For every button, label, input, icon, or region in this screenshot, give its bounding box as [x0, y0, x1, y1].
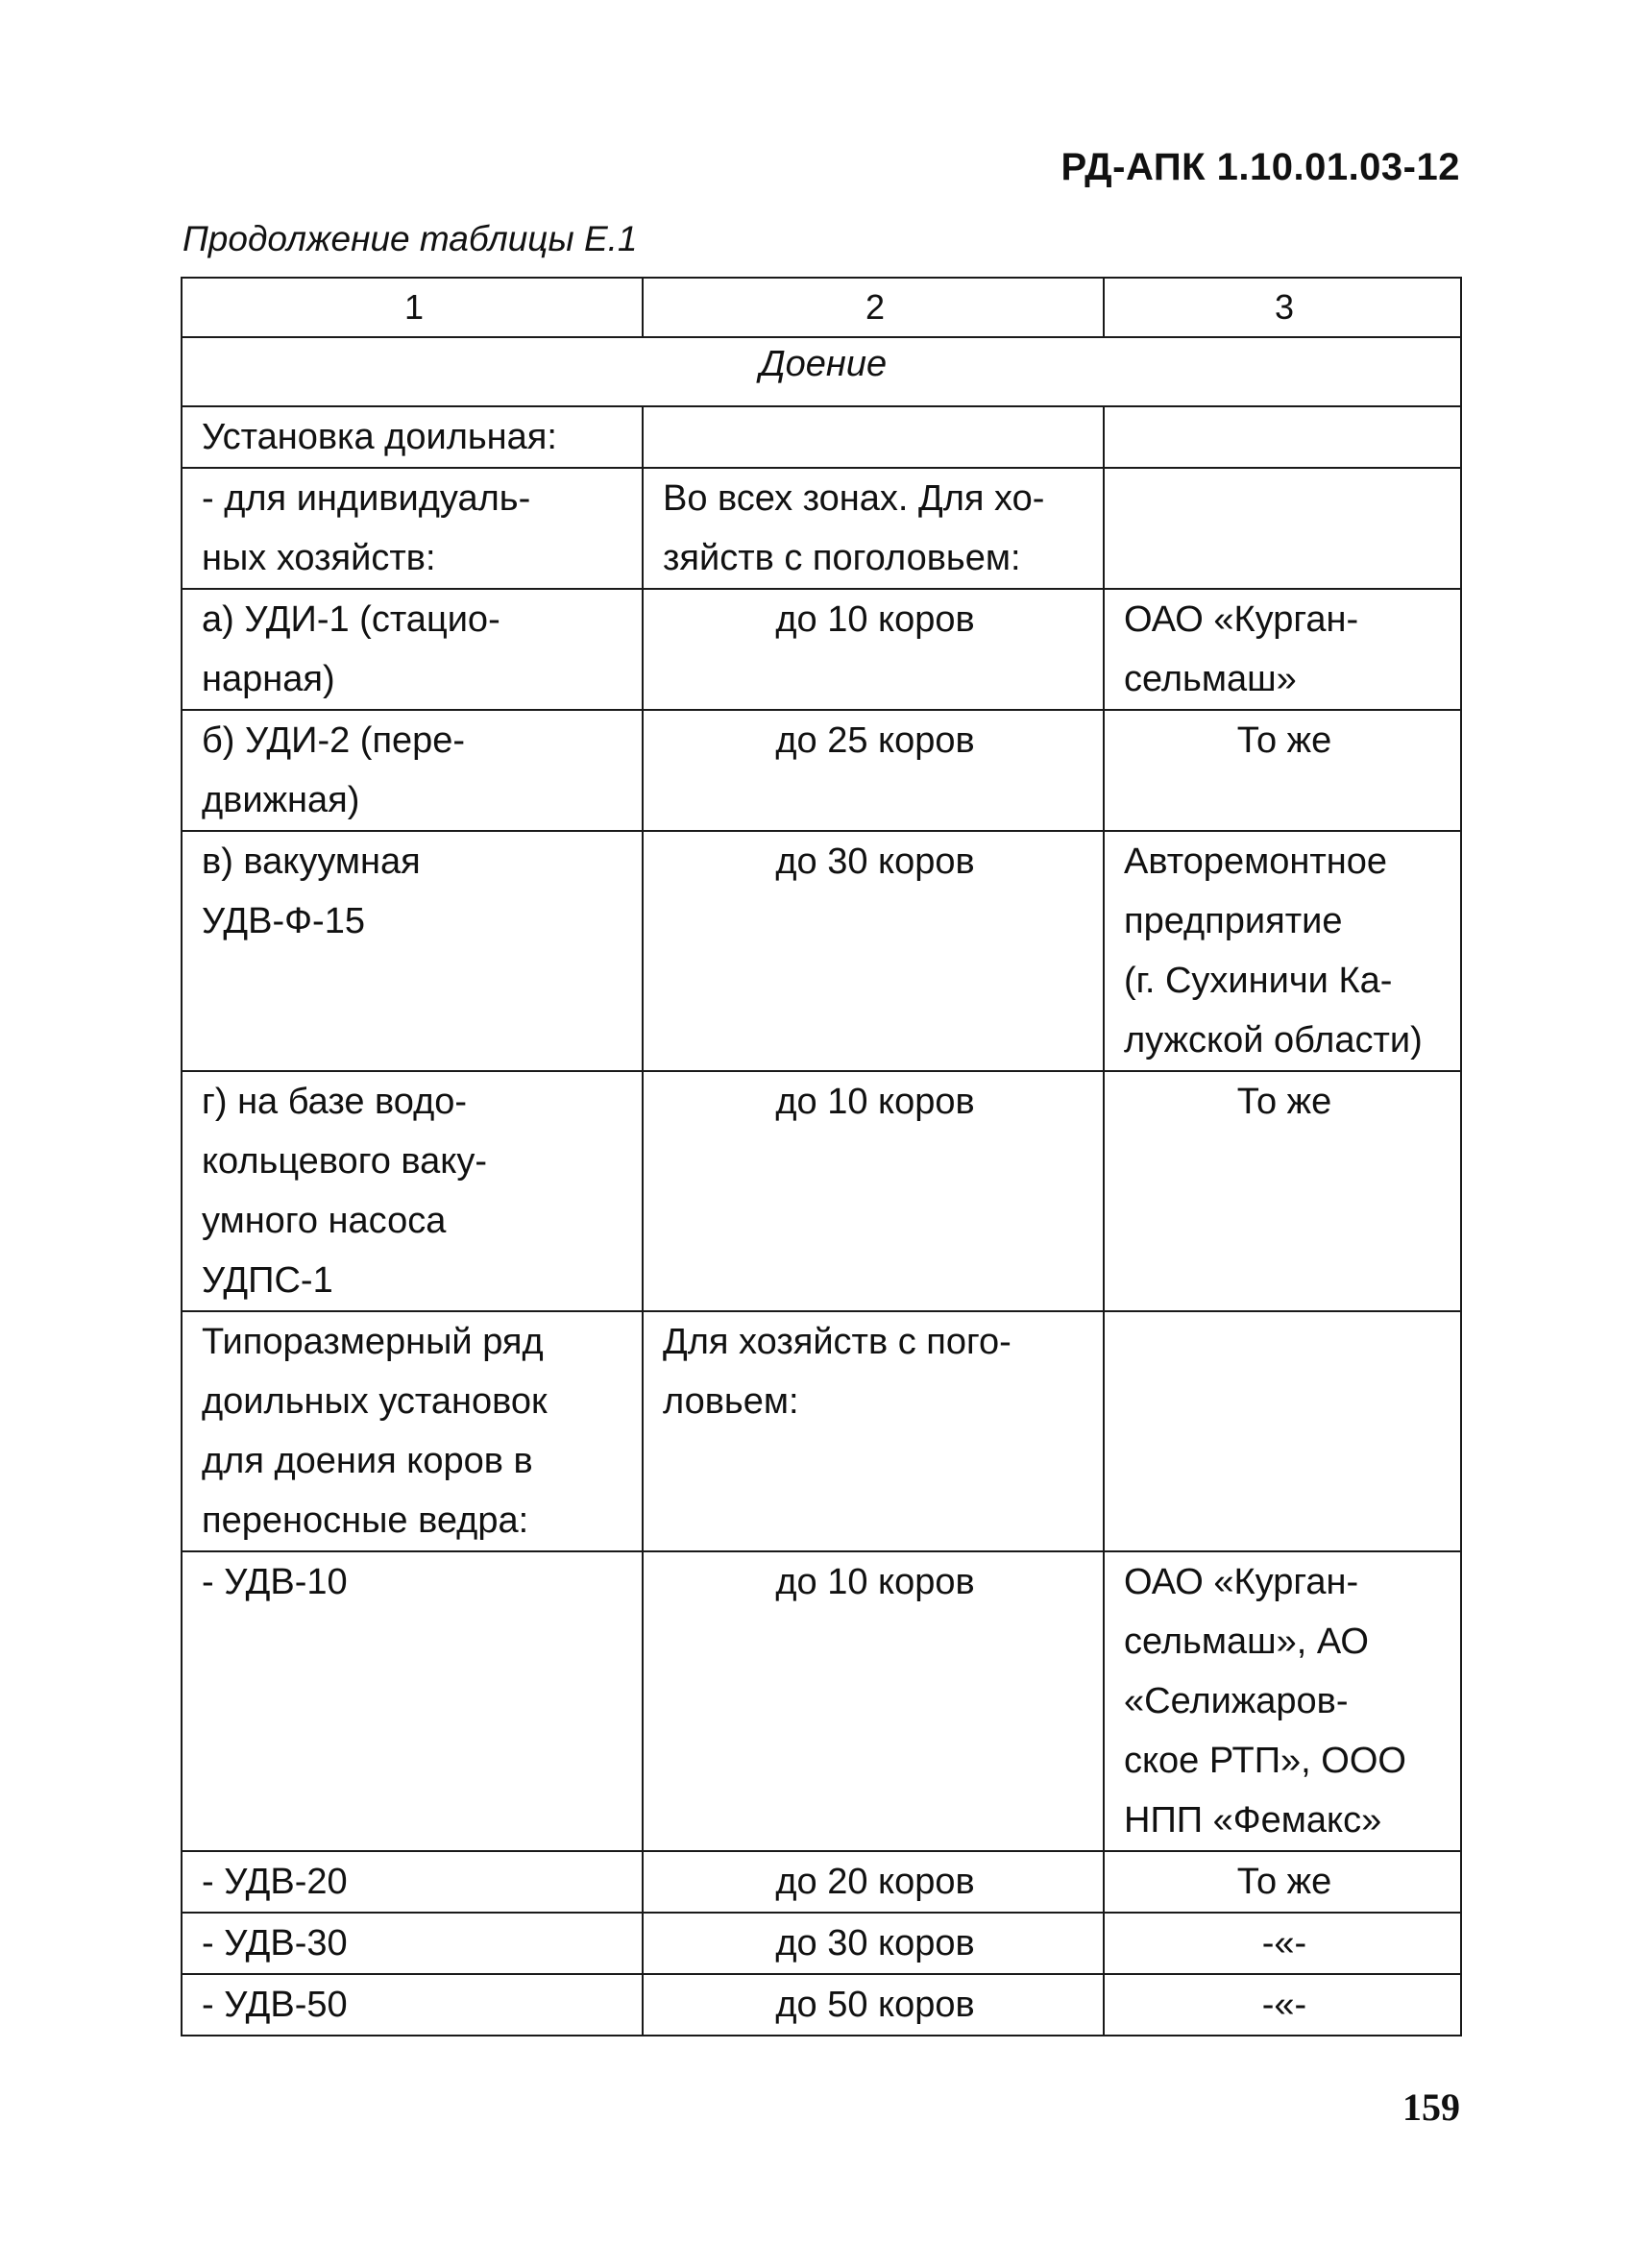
- table-row: [182, 1311, 1461, 1551]
- document-code: РД-АПК 1.10.01.03-12: [1060, 146, 1460, 188]
- table-row: [182, 710, 1461, 831]
- conditions-cell: до 10 коров: [643, 1551, 1104, 1851]
- table-row: [182, 1551, 1461, 1851]
- manufacturer-cell: ОАО «Курган- сельмаш», АО «Селижаров- ское РТП», ООО НПП «Фемакс»: [1104, 1551, 1461, 1851]
- conditions-cell: до 10 коров: [643, 589, 1104, 710]
- manufacturer-cell: -«-: [1104, 1974, 1461, 2036]
- column-number-2: 2: [643, 278, 1104, 337]
- column-number-3: 3: [1104, 278, 1461, 337]
- conditions-cell: до 30 коров: [643, 831, 1104, 1071]
- equipment-table: [181, 277, 1462, 2036]
- manufacturer-cell: ОАО «Курган- сельмаш»: [1104, 589, 1461, 710]
- section-title: Доение: [182, 337, 1461, 406]
- equipment-cell: а) УДИ-1 (стацио- нарная): [182, 589, 643, 710]
- table-row: [182, 1071, 1461, 1311]
- equipment-cell: б) УДИ-2 (пере- движная): [182, 710, 643, 831]
- conditions-cell: Для хозяйств с пого- ловьем:: [643, 1311, 1104, 1551]
- section-row: [182, 337, 1461, 406]
- manufacturer-cell: То же: [1104, 1071, 1461, 1311]
- conditions-cell: до 10 коров: [643, 1071, 1104, 1311]
- equipment-cell: в) вакуумная УДВ-Ф-15: [182, 831, 643, 1071]
- table-row: [182, 468, 1461, 589]
- equipment-cell: - УДВ-10: [182, 1551, 643, 1851]
- equipment-cell: Установка доильная:: [182, 406, 643, 468]
- conditions-cell: до 25 коров: [643, 710, 1104, 831]
- equipment-cell: - УДВ-50: [182, 1974, 643, 2036]
- column-number-row: [182, 278, 1461, 337]
- table-row: [182, 831, 1461, 1071]
- equipment-cell: - УДВ-20: [182, 1851, 643, 1913]
- conditions-cell: Во всех зонах. Для хо- зяйств с поголовьем:: [643, 468, 1104, 589]
- manufacturer-cell: Авторемонтное предприятие (г. Сухиничи Ка- лужской области): [1104, 831, 1461, 1071]
- conditions-cell: [643, 406, 1104, 468]
- table-row: [182, 1851, 1461, 1913]
- table-row: [182, 589, 1461, 710]
- manufacturer-cell: [1104, 1311, 1461, 1551]
- equipment-cell: Типоразмерный ряд доильных установок для доения коров в переносные ведра:: [182, 1311, 643, 1551]
- manufacturer-cell: То же: [1104, 710, 1461, 831]
- manufacturer-cell: То же: [1104, 1851, 1461, 1913]
- table-row: [182, 1974, 1461, 2036]
- table-row: [182, 406, 1461, 468]
- manufacturer-cell: [1104, 468, 1461, 589]
- page-number: 159: [1402, 2085, 1460, 2129]
- conditions-cell: до 50 коров: [643, 1974, 1104, 2036]
- manufacturer-cell: [1104, 406, 1461, 468]
- table-row: [182, 1913, 1461, 1974]
- table-caption: Продолжение таблицы Е.1: [183, 219, 638, 258]
- equipment-cell: - УДВ-30: [182, 1913, 643, 1974]
- equipment-cell: г) на базе водо- кольцевого ваку- умного насоса УДПС-1: [182, 1071, 643, 1311]
- equipment-cell: - для индивидуаль- ных хозяйств:: [182, 468, 643, 589]
- manufacturer-cell: -«-: [1104, 1913, 1461, 1974]
- conditions-cell: до 30 коров: [643, 1913, 1104, 1974]
- column-number-1: 1: [182, 278, 643, 337]
- conditions-cell: до 20 коров: [643, 1851, 1104, 1913]
